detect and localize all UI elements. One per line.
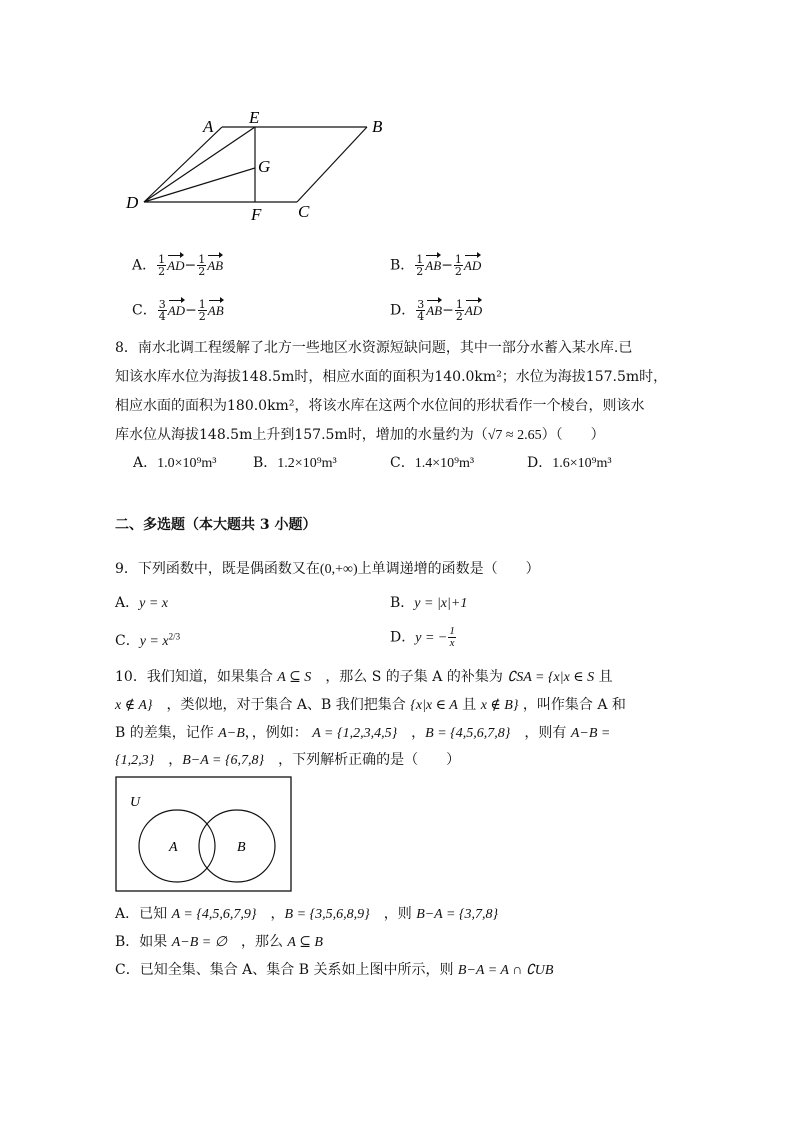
q8-line-1: 8．南水北调工程缓解了北方一些地区水资源短缺问题，其中一部分水蓄入某水库.已: [115, 340, 633, 356]
section-heading: 二、多选题（本大题共 3 小题）: [115, 517, 317, 533]
q10-line-4: {1,2,3} ，B−A = {6,7,8} ，下列解析正确的是（ ）: [115, 752, 461, 768]
q9-stem: 9．下列函数中，既是偶函数又在(0,+∞)上单调递增的函数是（ ）: [115, 561, 540, 577]
q9-option-b[interactable]: B．y = |x|+1: [390, 595, 468, 611]
q8-line-4: 库水位从海拔148.5m上升到157.5m时，增加的水量约为（√7 ≈ 2.65）（ ）: [115, 427, 605, 443]
q9-option-c[interactable]: C．$y = x^{2/3}$: [115, 631, 181, 649]
label-e: E: [249, 108, 260, 127]
set-b-label: B: [237, 840, 246, 855]
q8-option-a[interactable]: A．1.0×10⁹m³: [133, 455, 217, 471]
universe-rect: [116, 777, 291, 891]
q8-option-d[interactable]: D．1.6×10⁹m³: [527, 455, 612, 471]
q7-option-b[interactable]: B． $\frac{1}{2}$ AB− $\frac{1}{2}$ AD: [390, 253, 482, 278]
q10-line-2: x ∉ A} ，类似地，对于集合 A、B 我们把集合 {x|x ∈ A 且 x ∉ B} ，叫作集合 A 和: [115, 697, 626, 713]
parallelogram-lines: [0, 0, 793, 260]
q7-option-c[interactable]: C． $\frac{3}{4}$ AD− $\frac{1}{2}$ AB: [132, 298, 224, 323]
q9-option-d[interactable]: D．y = − $\frac{1}{x}$: [390, 625, 455, 649]
venn-diagram: [115, 776, 293, 893]
q8-option-b[interactable]: B．1.2×10⁹m³: [253, 455, 337, 471]
label-b: B: [372, 117, 383, 136]
label-f: F: [251, 205, 262, 224]
set-a-label: A: [169, 840, 178, 855]
q7-option-d[interactable]: D． $\frac{3}{4}$ AB− $\frac{1}{2}$ AD: [390, 298, 483, 323]
label-a: A: [203, 117, 214, 136]
label-c: C: [298, 202, 310, 221]
q10-line-3: B 的差集，记作 A−B，，例如： A = {1,2,3,4,5} ，B = {4,5,6,7,8} ，则有 A−B =: [115, 725, 611, 741]
q8-line-3: 相应水面的面积为180.0km²，将该水库在这两个水位间的形状看作一个棱台，则该水: [115, 398, 645, 414]
q10-option-c[interactable]: C．已知全集、集合 A、集合 B 关系如上图中所示，则 B−A = A ∩ ∁UB: [115, 962, 554, 978]
q10-option-b[interactable]: B．如果 A−B = ∅ ，那么 A ⊆ B: [115, 934, 323, 950]
q7-option-a[interactable]: A． $\frac{1}{2}$ AD− $\frac{1}{2}$ AB: [132, 253, 224, 278]
q8-line-2: 知该水库水位为海拔148.5m时，相应水面的面积为140.0km²；水位为海拔157.5m时，: [115, 369, 668, 385]
label-g: G: [258, 157, 271, 176]
label-d: D: [126, 193, 139, 212]
q8-option-c[interactable]: C．1.4×10⁹m³: [390, 455, 475, 471]
q10-option-a[interactable]: A．已知 A = {4,5,6,7,9} ，B = {3,5,6,8,9} ，则 B−A = {3,7,8}: [115, 906, 499, 922]
q9-option-a[interactable]: A．y = x: [115, 595, 168, 611]
q10-line-1: 10．我们知道，如果集合 A ⊆ S ，那么 S 的子集 A 的补集为 ∁SA = {x|x ∈ S 且: [115, 669, 613, 685]
universe-label: U: [130, 795, 141, 810]
